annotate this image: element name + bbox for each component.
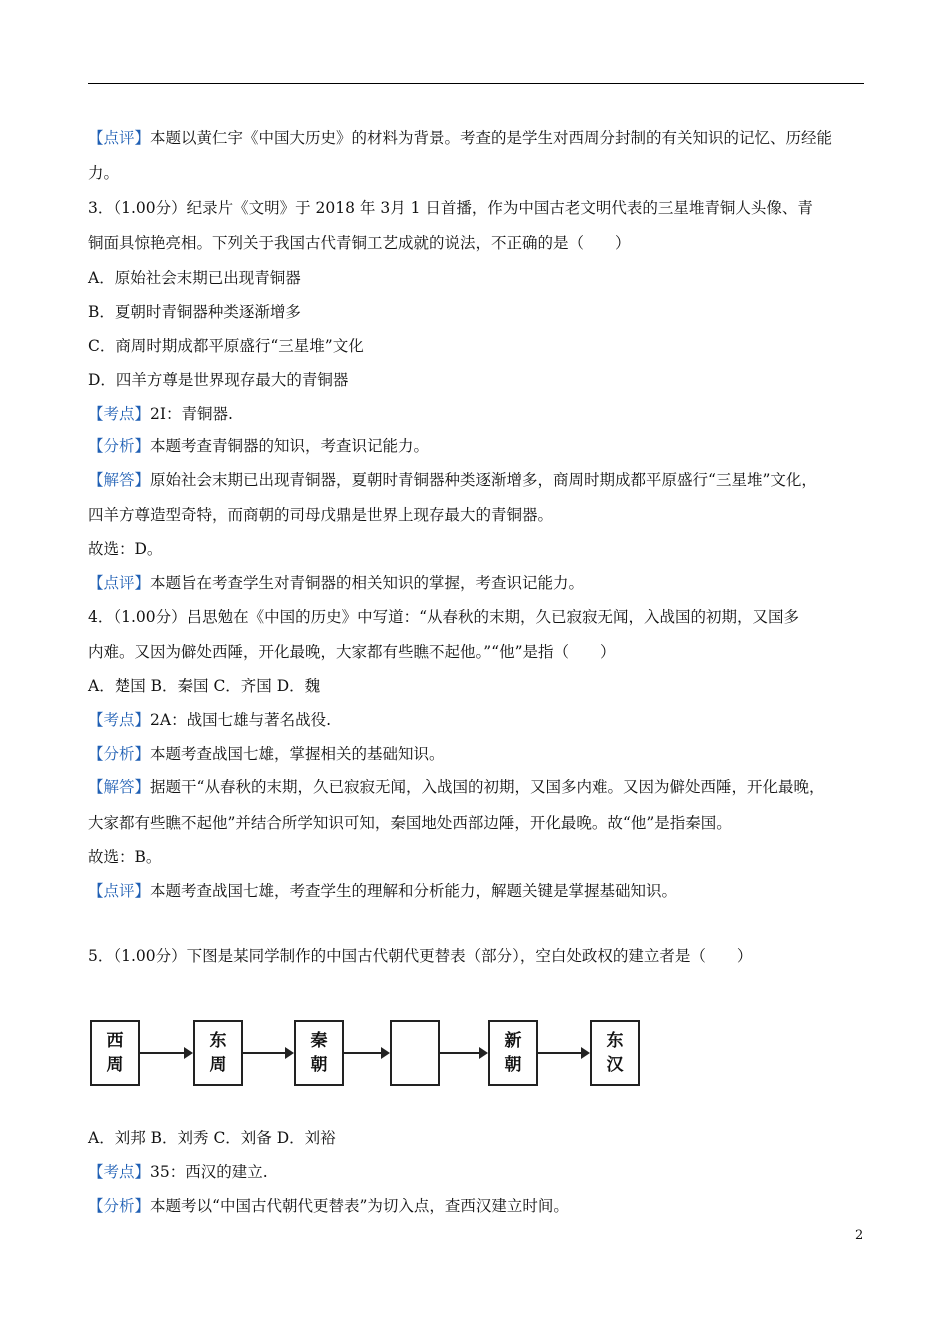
line-text: 4．（1.00分）吕思勉在《中国的历史》中写道：“从春秋的末期，久已寂寂无闻，入战国的初期，又国多	[88, 608, 800, 626]
text-line	[88, 505, 553, 525]
line-text: 2A：战国七雄与著名战役.	[150, 711, 331, 729]
text-line	[88, 163, 119, 183]
line-text: 内难。又因为僻处西陲，开化最晚，大家都有些瞧不起他。”“他”是指（ ）	[88, 643, 616, 661]
dynasty-box	[90, 1020, 140, 1086]
line-text: 本题考以“中国古代朝代更替表”为切入点，查西汉建立时间。	[150, 1197, 569, 1215]
section-tag: 【考点】	[88, 405, 151, 423]
text-line	[88, 370, 348, 390]
line-text: 故选：B。	[88, 848, 162, 866]
line-text: 本题考查战国七雄，掌握相关的基础知识。	[150, 745, 445, 763]
text-line	[88, 1128, 336, 1148]
text-line	[88, 813, 732, 833]
line-text: D．四羊方尊是世界现存最大的青铜器	[88, 371, 349, 389]
dynasty-box	[193, 1020, 243, 1086]
dynasty-box	[488, 1020, 538, 1086]
text-line	[88, 128, 832, 148]
section-tag: 【分析】	[88, 1197, 151, 1215]
arrow-right-icon	[440, 1052, 486, 1054]
dynasty-char-top: 新	[504, 1031, 522, 1051]
arrow-right-icon	[140, 1052, 191, 1054]
dynasty-box	[294, 1020, 344, 1086]
line-text: 3．（1.00分）纪录片《文明》于 2018 年 3月 1 日首播，作为中国古老文明代表的三星堆青铜人头像、青	[88, 199, 813, 217]
text-line	[88, 744, 445, 764]
text-line	[88, 268, 301, 288]
dynasty-char-bottom: 周	[209, 1055, 227, 1075]
section-tag: 【点评】	[88, 574, 151, 592]
dynasty-char-top: 西	[106, 1031, 124, 1051]
line-text: 故选：D。	[88, 540, 163, 558]
dynasty-char-top: 秦	[310, 1031, 328, 1051]
line-text: 本题以黄仁宇《中国大历史》的材料为背景。考查的是学生对西周分封制的有关知识的记忆、历经能	[150, 129, 833, 147]
line-text: 四羊方尊造型奇特，而商朝的司母戊鼎是世界上现存最大的青铜器。	[88, 506, 554, 524]
section-tag: 【分析】	[88, 745, 151, 763]
line-text: 2I：青铜器.	[150, 405, 233, 423]
dynasty-char-bottom: 朝	[310, 1055, 328, 1075]
section-tag: 【点评】	[88, 129, 151, 147]
line-text: A．刘邦 B．刘秀 C．刘备 D．刘裕	[88, 1129, 336, 1147]
line-text: 大家都有些瞧不起他”并结合所学知识可知，秦国地处西部边陲，开化最晚。故“他”是指秦国。	[88, 814, 732, 832]
dynasty-char-bottom: 周	[106, 1055, 124, 1075]
arrow-right-icon	[538, 1052, 588, 1054]
text-line	[88, 470, 817, 490]
dynasty-flowchart	[90, 1020, 650, 1092]
text-line	[88, 710, 331, 730]
line-text: 5．（1.00分）下图是某同学制作的中国古代朝代更替表（部分），空白处政权的建立者是（ ）	[88, 947, 753, 965]
text-line	[88, 573, 584, 593]
text-line	[88, 539, 162, 559]
text-line	[88, 777, 824, 797]
dynasty-char-bottom: 朝	[504, 1055, 522, 1075]
line-text: 铜面具惊艳亮相。下列关于我国古代青铜工艺成就的说法，不正确的是（ ）	[88, 234, 631, 252]
text-line	[88, 881, 677, 901]
section-tag: 【考点】	[88, 711, 151, 729]
arrow-right-icon	[344, 1052, 388, 1054]
arrow-right-icon	[243, 1052, 292, 1054]
section-tag: 【点评】	[88, 882, 151, 900]
text-line	[88, 607, 799, 627]
line-text: 35：西汉的建立.	[150, 1163, 268, 1181]
text-line	[88, 233, 631, 253]
dynasty-box	[590, 1020, 640, 1086]
header-rule	[88, 83, 864, 84]
line-text: 据题干“从春秋的末期，久已寂寂无闻，入战国的初期，又国多内难。又因为僻处西陲，开化最晚，	[150, 778, 825, 796]
line-text: C．商周时期成都平原盛行“三星堆”文化	[88, 337, 364, 355]
text-line	[88, 436, 429, 456]
section-tag: 【分析】	[88, 437, 151, 455]
line-text: 本题旨在考查学生对青铜器的相关知识的掌握，考查识记能力。	[150, 574, 585, 592]
section-tag: 【解答】	[88, 778, 151, 796]
text-line	[88, 404, 233, 424]
line-text: 原始社会末期已出现青铜器，夏朝时青铜器种类逐渐增多，商周时期成都平原盛行“三星堆”文化，	[150, 471, 817, 489]
line-text: 力。	[88, 164, 120, 182]
blank-dynasty-box	[390, 1020, 440, 1086]
dynasty-char-top: 东	[209, 1031, 227, 1051]
text-line	[88, 198, 813, 218]
text-line	[88, 1196, 569, 1216]
page-number: 2	[855, 1228, 864, 1243]
line-text: B．夏朝时青铜器种类逐渐增多	[88, 303, 301, 321]
dynasty-char-bottom: 汉	[606, 1055, 624, 1075]
text-line	[88, 1162, 268, 1182]
section-tag: 【考点】	[88, 1163, 151, 1181]
dynasty-char-top: 东	[606, 1031, 624, 1051]
text-line	[88, 676, 320, 696]
text-line	[88, 336, 364, 356]
text-line	[88, 946, 752, 966]
line-text: A．楚国 B．秦国 C．齐国 D．魏	[88, 677, 321, 695]
text-line	[88, 642, 616, 662]
text-line	[88, 847, 161, 867]
line-text: A．原始社会末期已出现青铜器	[88, 269, 301, 287]
line-text: 本题考查战国七雄，考查学生的理解和分析能力，解题关键是掌握基础知识。	[150, 882, 678, 900]
text-line	[88, 302, 301, 322]
section-tag: 【解答】	[88, 471, 151, 489]
line-text: 本题考查青铜器的知识，考查识记能力。	[150, 437, 430, 455]
